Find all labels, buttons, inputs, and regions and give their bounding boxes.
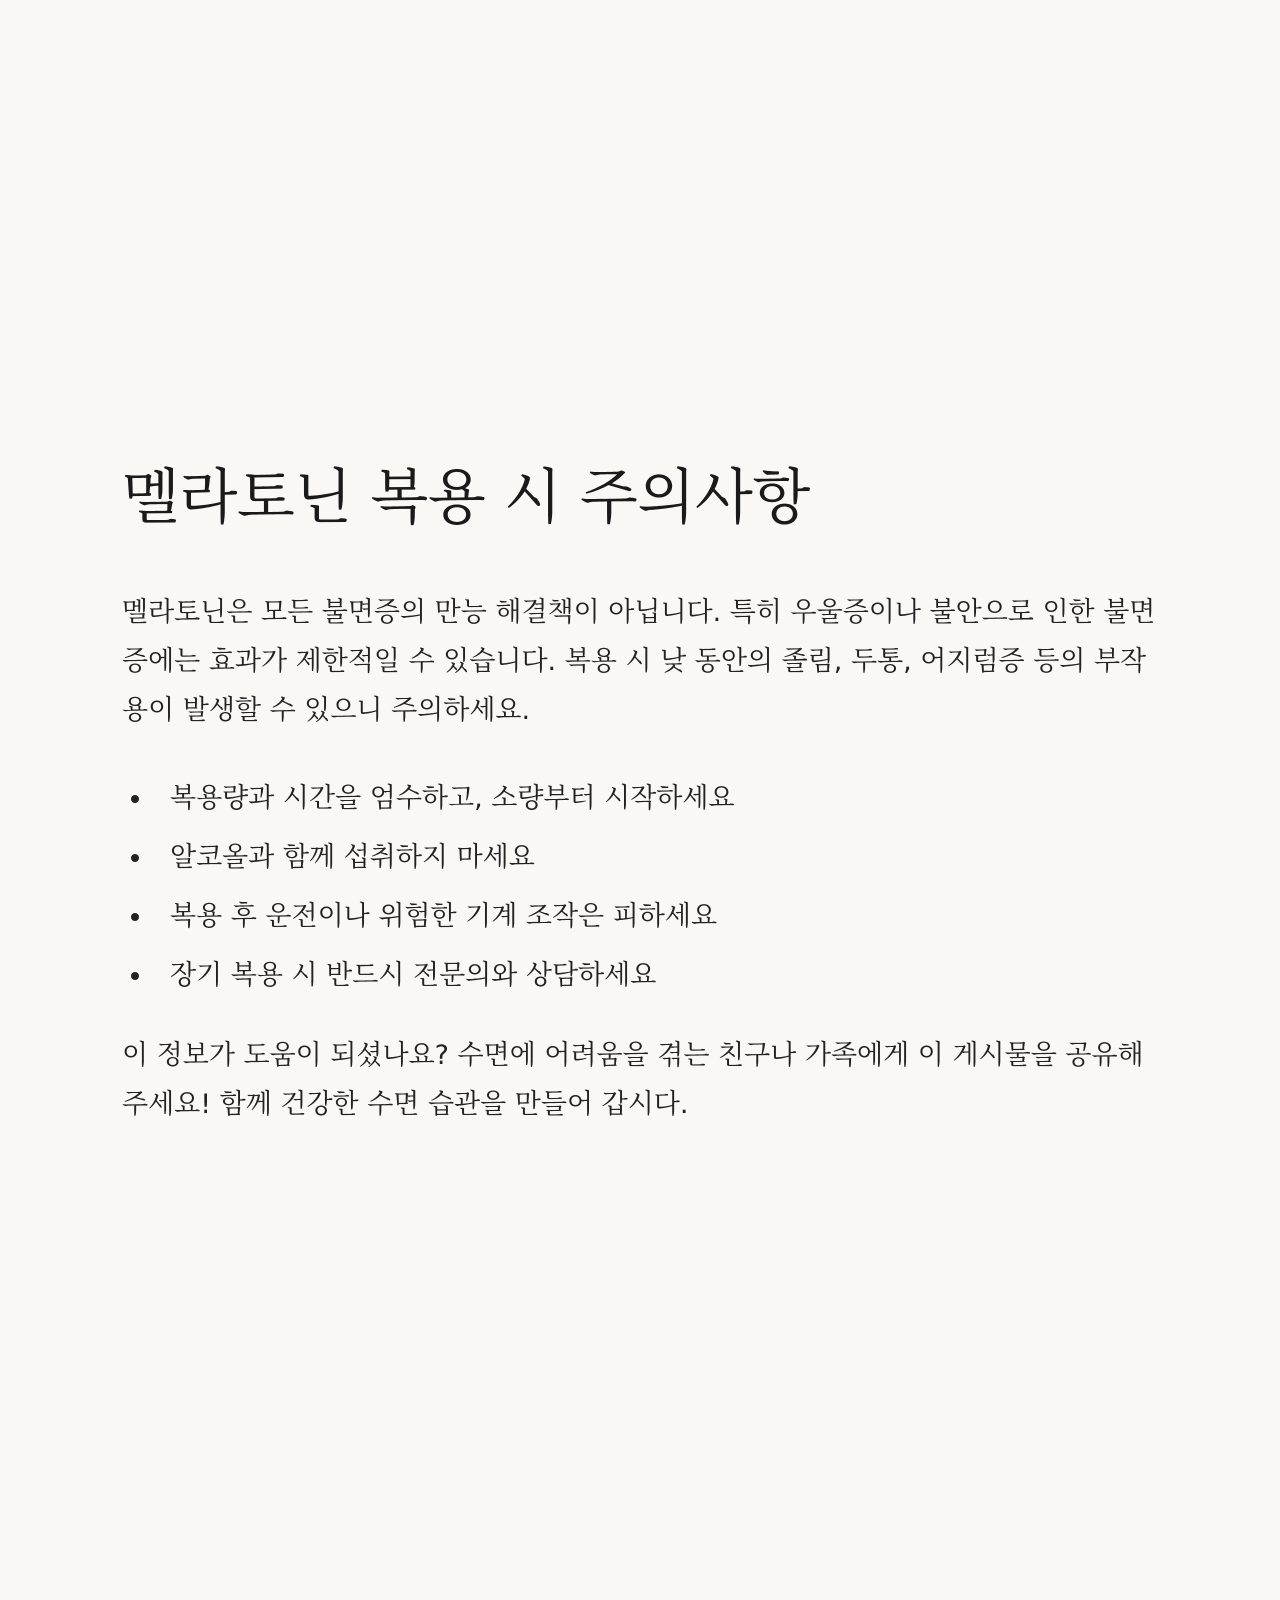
page-title: 멜라토닌 복용 시 주의사항	[122, 463, 810, 533]
bullet-icon	[131, 795, 139, 803]
bullet-icon	[131, 913, 139, 921]
list-item-text: 알코올과 함께 섭취하지 마세요	[170, 842, 535, 873]
list-item	[122, 887, 1162, 946]
intro-paragraph: 멜라토닌은 모든 불면증의 만능 해결책이 아닙니다. 특히 우울증이나 불안으로 인한 불면증에는 효과가 제한적일 수 있습니다. 복용 시 낮 동안의 졸림, 두통, 어지럼증 등의 부작용이 발생할 수 있으니 주의하세요.	[122, 597, 1156, 726]
precautions-list	[122, 769, 1162, 1005]
list-item	[122, 946, 1162, 1005]
list-item-text: 장기 복용 시 반드시 전문의와 상담하세요	[170, 960, 657, 991]
list-item-text: 복용 후 운전이나 위험한 기계 조작은 피하세요	[170, 901, 718, 932]
list-item	[122, 828, 1162, 887]
bullet-icon	[131, 972, 139, 980]
list-item-text: 복용량과 시간을 엄수하고, 소량부터 시작하세요	[170, 783, 735, 814]
bullet-icon	[131, 854, 139, 862]
closing-paragraph: 이 정보가 도움이 되셨나요? 수면에 어려움을 겪는 친구나 가족에게 이 게시물을 공유해 주세요! 함께 건강한 수면 습관을 만들어 갑시다.	[122, 1040, 1144, 1120]
list-item	[122, 769, 1162, 828]
article-content	[122, 456, 1162, 1129]
